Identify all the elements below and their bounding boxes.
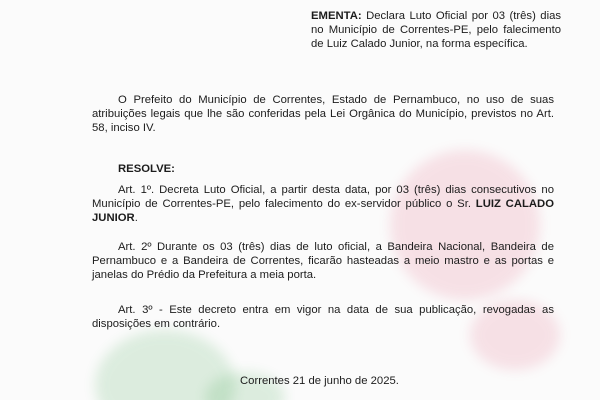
article-1-end: . [134,212,138,224]
date-line: Correntes 21 de junho de 2025. [240,375,399,387]
ementa-text: Declara Luto Oficial por 03 (três) dias no Município de Correntes-PE, pelo falecimento de Luiz Calado Junior, na forma específica. [311,10,562,50]
article-1-name: LUIZ CALADO JUNIOR [92,198,554,224]
intro-paragraph: O Prefeito do Município de Correntes, Estado de Pernambuco, no uso de suas atribuições legais que lhe são conferidas pela Lei Orgânica do Município, previstos no Art. 58, inciso IV. [92,94,554,134]
ementa-label: EMENTA: [311,10,362,22]
article-1-text: Art. 1º. Decreta Luto Oficial, a partir desta data, por 03 (três) dias consecutivos no Município de Correntes-PE, pelo falecimento do ex-servidor público o Sr. [92,184,554,210]
resolve-heading: RESOLVE: [118,163,175,175]
article-2: Art. 2º Durante os 03 (três) dias de luto oficial, a Bandeira Nacional, Bandeira de Pernambuco e a Bandeira de Correntes, ficarão hasteadas a meio mastro e as portas e janelas do Prédio da Prefeitura a meia porta. [92,241,554,281]
article-1 [92,183,554,225]
ementa-block [311,9,561,51]
article-3: Art. 3º - Este decreto entra em vigor na data de sua publicação, revogadas as disposições em contrário. [92,304,554,330]
